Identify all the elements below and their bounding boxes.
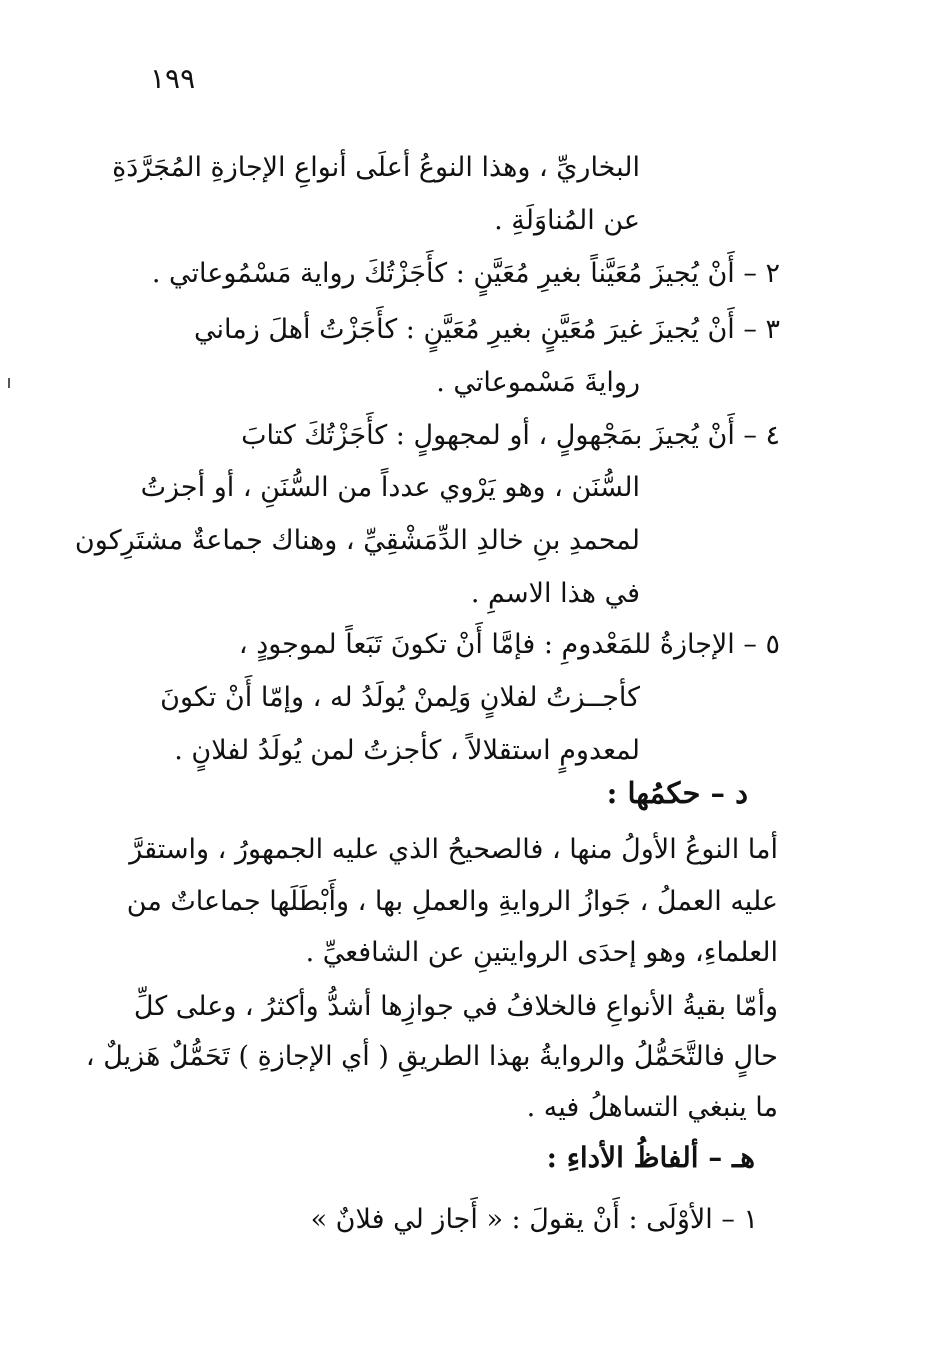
section-heading-h: هـ – ألفاظُ الأداءِ : (546, 1141, 755, 1174)
text-line: لمحمدِ بنِ خالدِ الدِّمَشْقِيِّ ، وهناك جماعةٌ مشتَرِكون (74, 525, 640, 556)
list-item-1: ١ – الأوْلَى : أَنْ يقولَ : « أَجاز لي فلانٌ » (310, 1204, 758, 1235)
paragraph-line: ما ينبغي التساهلُ فيه . (526, 1092, 778, 1123)
list-item-5: ٥ – الإجازةُ للمَعْدومِ : فإمَّا أَنْ تكونَ تَبَعاً لموجودٍ ، (238, 629, 780, 660)
section-heading-d: د – حكمُها : (606, 776, 748, 810)
text-line: عن المُناوَلَةِ . (494, 205, 640, 236)
text-line: لمعدومٍ استقلالاً ، كأجزتُ لمن يُولَدُ لفلانٍ . (174, 735, 640, 766)
text-line: روايةَ مَسْموعاتي . (436, 367, 640, 398)
paragraph-line: العلماءِ، وهو إحدَى الروايتينِ عن الشافعيِّ . (305, 937, 778, 968)
paragraph-line: عليه العملُ ، جَوازُ الروايةِ والعملِ بها ، وأَبْطَلَها جماعاتٌ من (126, 886, 778, 917)
list-item-4: ٤ – أَنْ يُجيزَ بمَجْهولٍ ، أو لمجهولٍ : كأَجَزْتُكَ كتابَ (241, 420, 780, 451)
paragraph-line: وأمّا بقيةُ الأنواعِ فالخلافُ في جوازِها أشدُّ وأكثرُ ، وعلى كلِّ (133, 991, 778, 1022)
text-line: السُّنَن ، وهو يَرْوي عدداً من السُّنَنِ ، أو أجزتُ (140, 472, 640, 503)
text-line: في هذا الاسمِ . (470, 578, 640, 609)
list-item-3: ٣ – أَنْ يُجيزَ غيرَ مُعَيَّنٍ بغيرِ مُعَيَّنٍ : كأَجَزْتُ أهلَ زماني (194, 314, 780, 345)
paragraph-line: أما النوعُ الأولُ منها ، فالصحيحُ الذي عليه الجمهورُ ، واستقرَّ (129, 834, 778, 865)
text-line: البخاريِّ ، وهذا النوعُ أعلَى أنواعِ الإجازةِ المُجَرَّدَةِ (112, 152, 640, 183)
text-line: كأجــزتُ لفلانٍ وَلِمنْ يُولَدُ له ، وإمّا أَنْ تكونَ (160, 682, 640, 713)
page-number: ١٩٩ (150, 62, 196, 95)
scan-edge-mark (8, 378, 10, 388)
paragraph-line: حالٍ فالتَّحَمُّلُ والروايةُ بهذا الطريقِ ( أي الإجازةِ ) تَحَمُّلٌ هَزيلٌ ، (85, 1041, 778, 1072)
list-item-2: ٢ – أَنْ يُجيزَ مُعَيَّناً بغيرِ مُعَيَّنٍ : كأَجَزْتُكَ رواية مَسْمُوعاتي . (151, 258, 780, 289)
